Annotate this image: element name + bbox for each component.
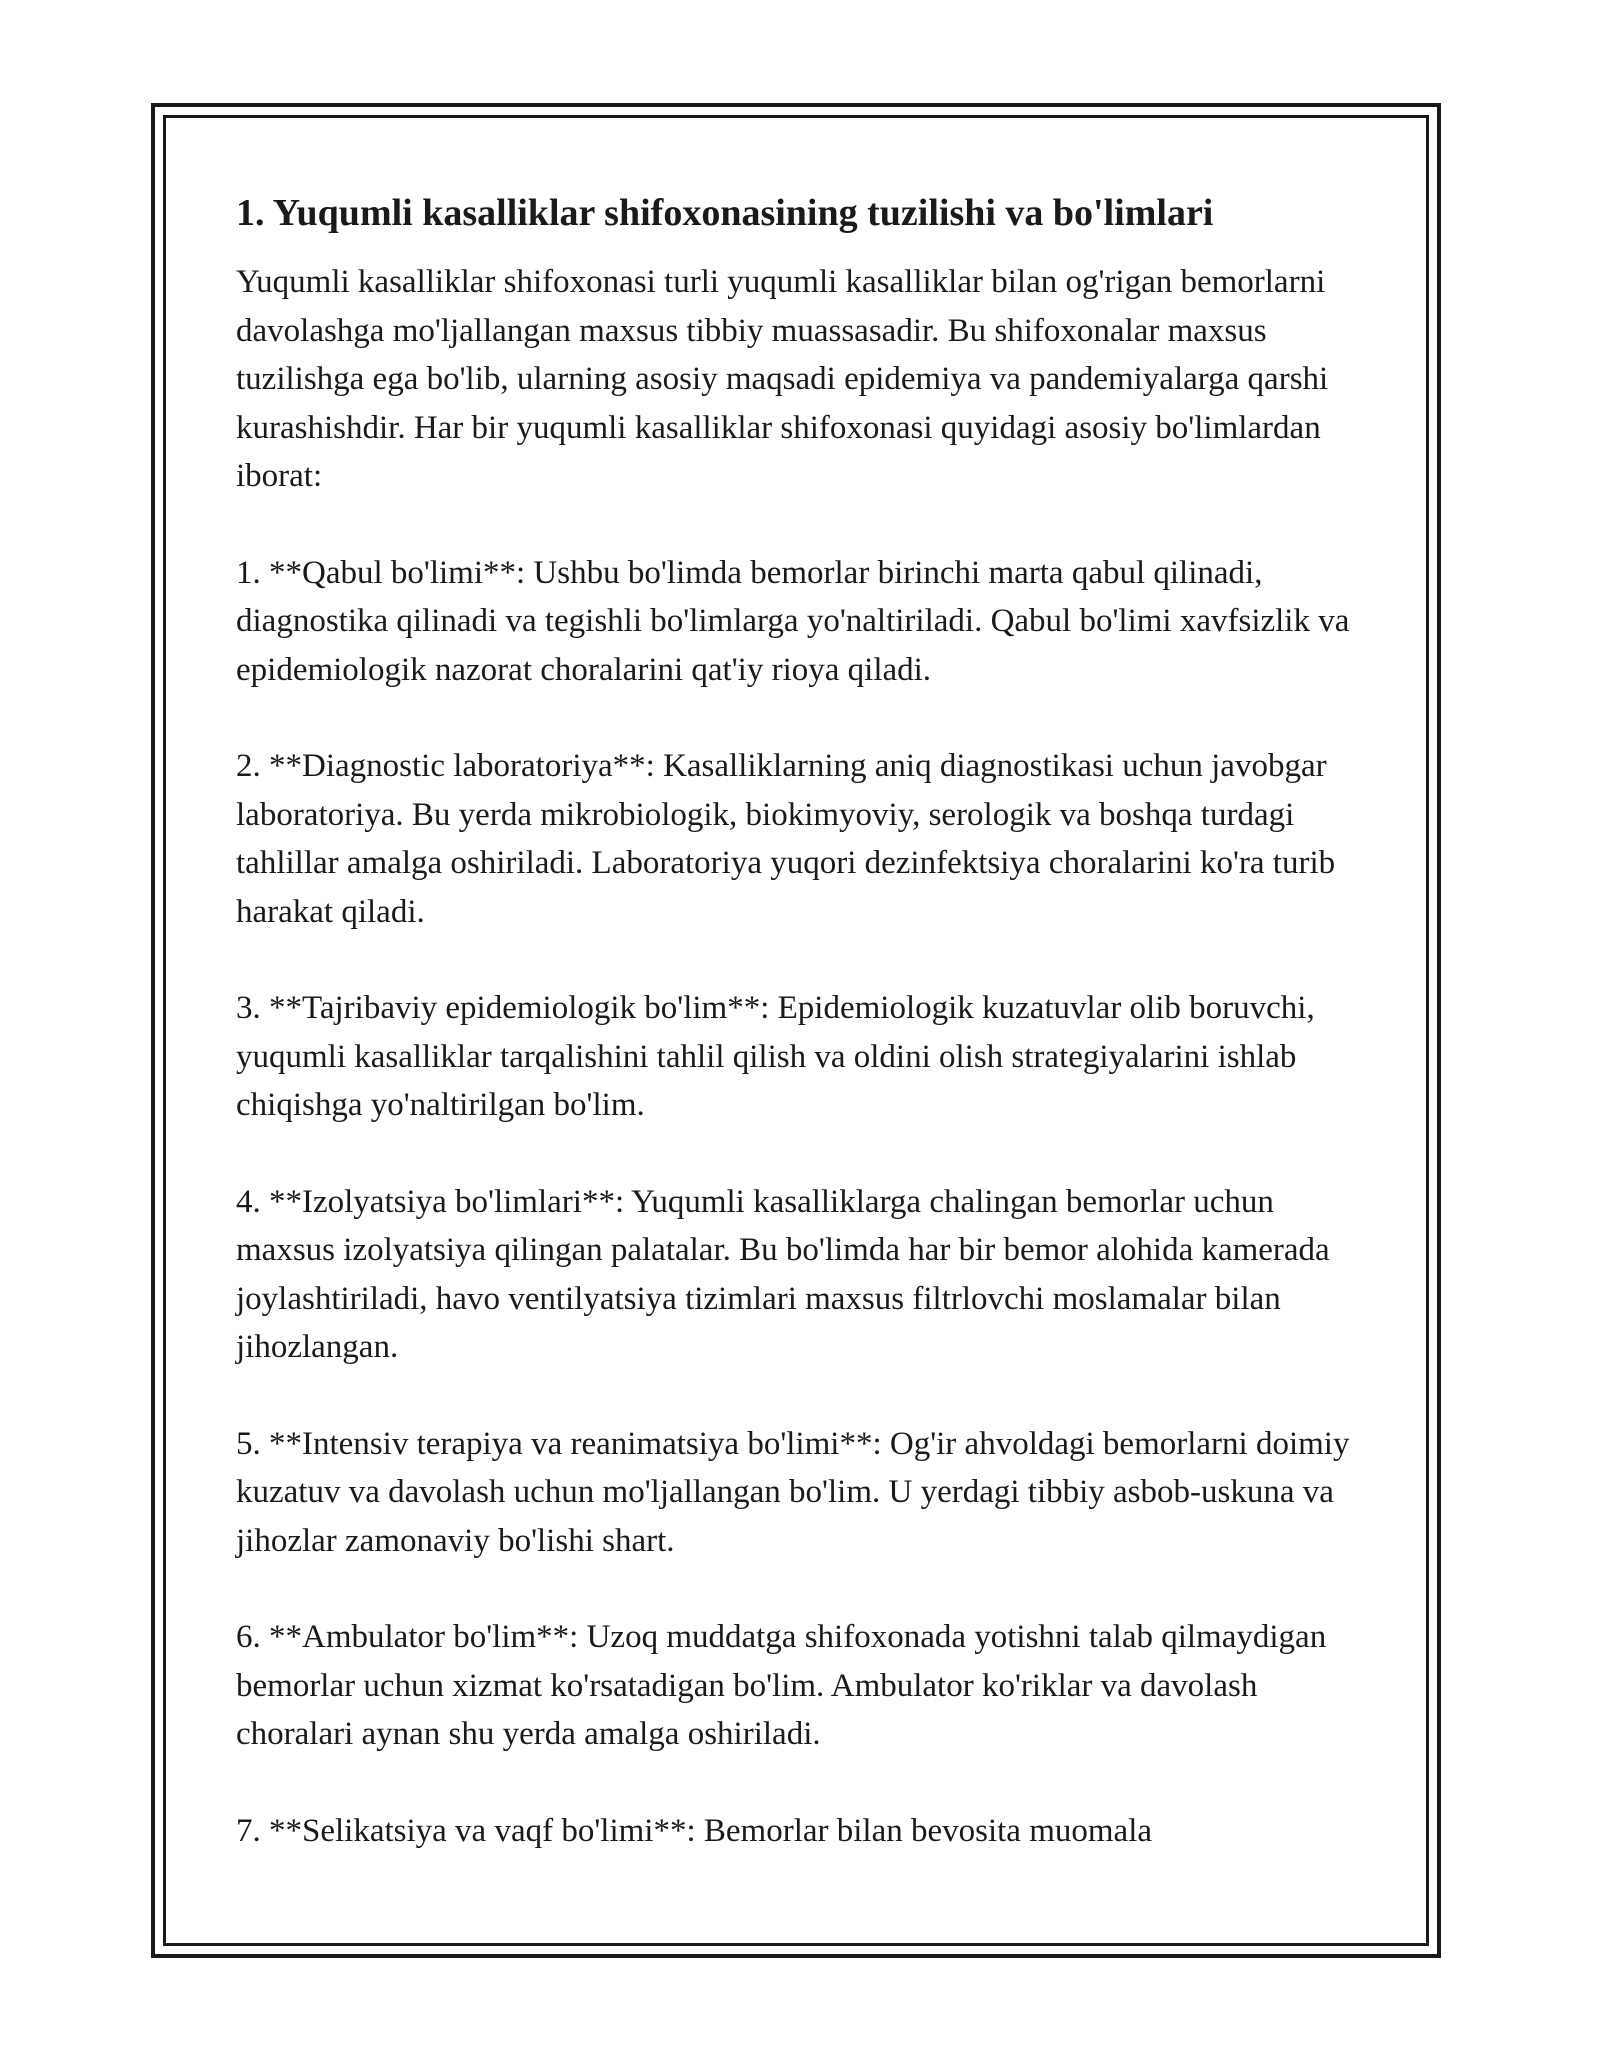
section-paragraph-5: 5. **Intensiv terapiya va reanimatsiya bo'limi**: Og'ir ahvoldagi bemorlarni doimiy kuzatuv va davolash uchun mo'ljallangan bo'lim. U yerdagi tibbiy asbob-uskuna va jihozlar zamonaviy bo'lishi shart. <box>236 1425 1350 1559</box>
section-paragraph-1: 1. **Qabul bo'limi**: Ushbu bo'limda bemorlar birinchi marta qabul qilinadi, diagnostika qilinadi va tegishli bo'limlarga yo'naltiriladi. Qabul bo'limi xavfsizlik va epidemiologik nazorat choralarini qat'iy rioya qiladi. <box>236 554 1350 688</box>
intro-paragraph: Yuqumli kasalliklar shifoxonasi turli yuqumli kasalliklar bilan og'rigan bemorlarni davolashga mo'ljallangan maxsus tibbiy muassasadir. Bu shifoxonalar maxsus tuzilishga ega bo'lib, ularning asosiy maqsadi epidemiya va pandemiyalarga qarshi kurashishdir. Har bir yuqumli kasalliklar shifoxonasi quyidagi asosiy bo'limlardan iborat: <box>236 264 1329 494</box>
section-paragraph-7: 7. **Selikatsiya va vaqf bo'limi**: Bemorlar bilan bevosita muomala <box>236 1812 1153 1849</box>
section-paragraph-2: 2. **Diagnostic laboratoriya**: Kasalliklarning aniq diagnostikasi uchun javobgar laboratoriya. Bu yerda mikrobiologik, biokimyoviy, serologik va boshqa turdagi tahlillar amalga oshiriladi. Laboratoriya yuqori dezinfektsiya choralarini ko'ra turib harakat qiladi. <box>236 748 1336 930</box>
section-paragraph-4: 4. **Izolyatsiya bo'limlari**: Yuqumli kasalliklarga chalingan bemorlar uchun maxsus izolyatsiya qilingan palatalar. Bu bo'limda har bir bemor alohida kamerada joylashtiriladi, havo ventilyatsiya tizimlari maxsus filtrlovchi moslamalar bilan jihozlangan. <box>236 1183 1330 1365</box>
section-paragraph-3: 3. **Tajribaviy epidemiologik bo'lim**: Epidemiologik kuzatuvlar olib boruvchi, yuqumli kasalliklar tarqalishini tahlil qilish va oldini olish strategiyalarini ishlab chiqishga yo'naltirilgan bo'lim. <box>236 990 1315 1123</box>
section-paragraph-6: 6. **Ambulator bo'lim**: Uzoq muddatga shifoxonada yotishni talab qilmaydigan bemorlar uchun xizmat ko'rsatadigan bo'lim. Ambulator ko'riklar va davolash choralari aynan shu yerda amalga oshiriladi. <box>236 1619 1327 1752</box>
section-heading: 1. Yuqumli kasalliklar shifoxonasining tuzilishi va bo'limlari <box>236 192 1214 234</box>
document-body <box>236 188 1366 1903</box>
